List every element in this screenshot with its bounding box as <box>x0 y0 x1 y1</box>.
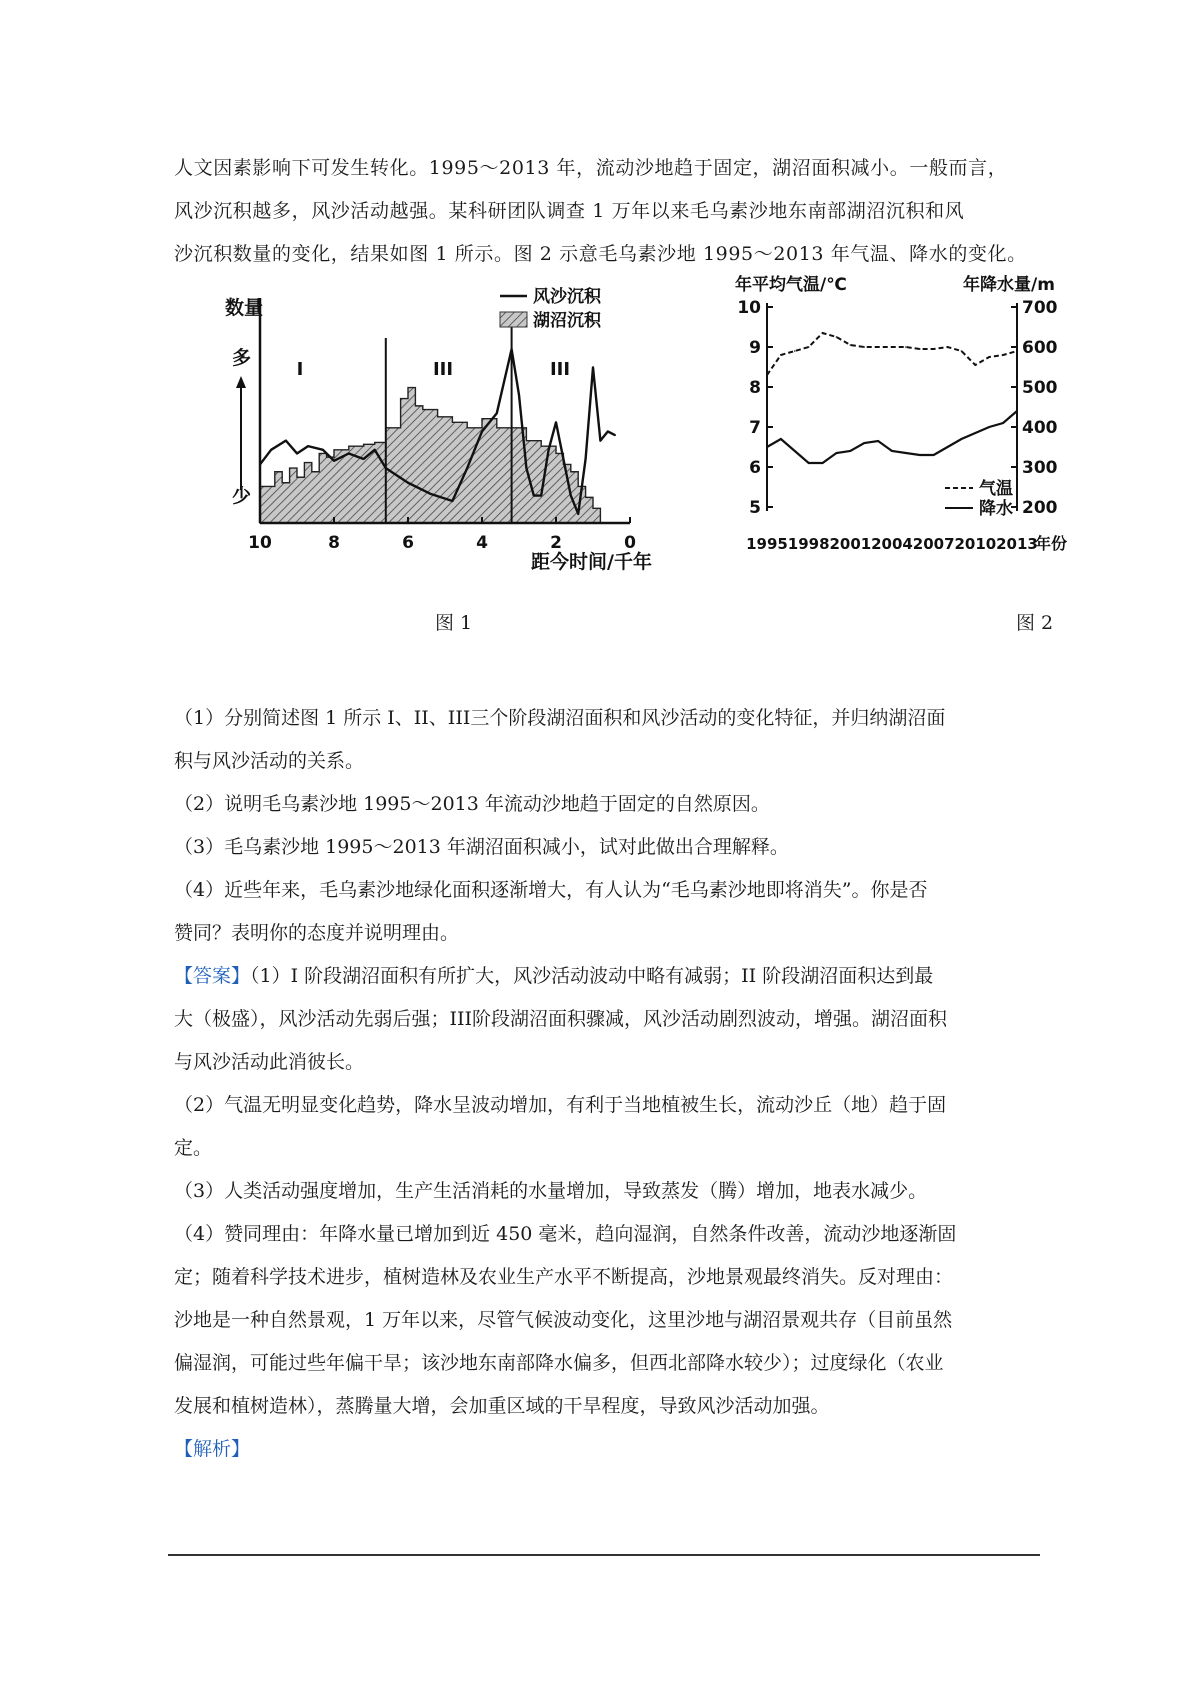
temperature-point <box>1016 350 1018 352</box>
figure-2-xlabel: 年份 <box>1035 534 1068 553</box>
precipitation-point <box>919 454 921 456</box>
precipitation-point <box>905 452 907 454</box>
precipitation-point <box>961 438 963 440</box>
aeolian-point <box>270 449 272 451</box>
figure-1 <box>215 280 685 630</box>
temperature-point <box>988 356 990 358</box>
answer-line-1 <box>174 955 1040 998</box>
aeolian-point <box>429 493 431 495</box>
figure-2-x-tick-label: 2013 <box>996 535 1038 553</box>
temperature-point <box>766 374 768 376</box>
aeolian-point <box>363 458 365 460</box>
figure-1-x-tick-label: 6 <box>402 533 414 553</box>
aeolian-point <box>374 449 376 451</box>
question-line-1: （1）分别简述图 1 所示 I、II、III三个阶段湖沼面积和风沙活动的变化特征，并归纳湖沼面 <box>174 707 946 729</box>
answer-line-8: 定；随着科学技术进步，植树造林及农业生产水平不断提高，沙地景观最终消失。反对理由： <box>174 1266 954 1288</box>
precipitation-point <box>1016 410 1018 412</box>
precipitation-point <box>877 440 879 442</box>
figure-2-x-tick-label: 1995 <box>746 535 788 553</box>
figure-2-series <box>766 332 1018 464</box>
aeolian-point <box>533 495 535 497</box>
figure-1-legend <box>500 286 602 331</box>
aeolian-point <box>322 449 324 451</box>
stage-labels <box>297 359 570 380</box>
temperature-point <box>808 346 810 348</box>
aeolian-point <box>600 440 602 442</box>
aeolian-point <box>452 500 454 502</box>
figure-1-ylabel: 数量 <box>225 297 264 319</box>
temperature-point <box>905 346 907 348</box>
aeolian-point <box>563 458 565 460</box>
precipitation-point <box>891 450 893 452</box>
intro-line-2: 风沙沉积越多，风沙活动越强。某科研团队调查 1 万年以来毛乌素沙地东南部湖沼沉积和风 <box>174 200 965 222</box>
figure-2-legend <box>945 478 1013 519</box>
temperature-line <box>767 333 1017 375</box>
precipitation-point <box>850 450 852 452</box>
temperature-point <box>975 364 977 366</box>
answer-line-4: （2）气温无明显变化趋势，降水呈波动增加，有利于当地植被生长，流动沙丘（地）趋于固 <box>174 1094 947 1116</box>
aeolian-point <box>296 453 298 455</box>
figure-2-left-tick-label: 9 <box>749 338 761 358</box>
footer-rule <box>168 1554 1040 1556</box>
figure-2-x-tick-label: 2010 <box>954 535 997 553</box>
temperature-point <box>947 346 949 348</box>
lake-deposit-steps <box>260 388 600 523</box>
figure-2-x-tick-label: 1998 <box>787 535 830 553</box>
aeolian-point <box>614 434 616 436</box>
intro-paragraph <box>174 147 1040 276</box>
aeolian-point <box>548 449 550 451</box>
temperature-point <box>1002 354 1004 356</box>
aeolian-point <box>285 440 287 442</box>
aeolian-point <box>592 367 594 369</box>
aeolian-point <box>607 431 609 433</box>
question-line-6: 赞同？表明你的态度并说明理由。 <box>174 922 460 944</box>
temperature-point <box>961 350 963 352</box>
figure-1-more-label: 多 <box>232 347 252 369</box>
figure-2-left-tick-label: 10 <box>737 298 761 318</box>
figure-1-caption: 图 1 <box>435 612 473 634</box>
intro-line-1: 人文因素影响下可发生转化。1995～2013 年，流动沙地趋于固定，湖沼面积减小。一般而言， <box>174 157 1008 179</box>
aeolian-point <box>348 453 350 455</box>
temperature-point <box>850 344 852 346</box>
answer-line-6: （3）人类活动强度增加，生产生活消耗的水量增加，导致蒸发（腾）增加，地表水减少。 <box>174 1180 928 1202</box>
figure-2 <box>735 265 1175 565</box>
answer-tag: 【答案】 <box>174 965 251 987</box>
aeolian-point <box>585 458 587 460</box>
figure-2-ylabel-right: 年降水量/m <box>963 275 1055 295</box>
figure-1-x-tick-label: 0 <box>624 533 636 553</box>
temperature-point <box>822 332 824 334</box>
precipitation-point <box>947 446 949 448</box>
analysis-tag: 【解析】 <box>174 1438 251 1460</box>
precipitation-point <box>766 446 768 448</box>
temperature-point <box>863 346 865 348</box>
aeolian-point <box>526 467 528 469</box>
figure-2-left-tick-label: 8 <box>749 378 761 398</box>
stage-label: I <box>296 359 304 380</box>
precipitation-point <box>780 438 782 440</box>
lake-deposit-area <box>260 388 600 523</box>
question-line-4: （3）毛乌素沙地 1995～2013 年湖沼面积减小，试对此做出合理解释。 <box>174 836 789 858</box>
questions-and-answers <box>174 697 1040 1471</box>
aeolian-point <box>407 482 409 484</box>
analysis-line <box>174 1428 1040 1471</box>
figure-2-right-tick-label: 600 <box>1022 338 1058 358</box>
question-line-3: （2）说明毛乌素沙地 1995～2013 年流动沙地趋于固定的自然原因。 <box>174 793 770 815</box>
figure-2-right-tick-label: 400 <box>1022 418 1058 438</box>
aeolian-point <box>466 467 468 469</box>
answer-line-2: 大（极盛），风沙活动先弱后强；III阶段湖沼面积骤减，风沙活动剧烈波动，增强。湖沼面积 <box>174 1008 948 1030</box>
figure-2-chart <box>735 265 1175 565</box>
legend-temperature-label: 气温 <box>979 479 1013 499</box>
aeolian-point <box>481 431 483 433</box>
answer-line-5: 定。 <box>174 1137 213 1159</box>
arrow-head-icon <box>236 376 246 388</box>
legend-precipitation-label: 降水 <box>979 499 1013 519</box>
figure-1-chart <box>215 280 685 630</box>
answer-line-10: 偏湿润，可能过些年偏干旱；该沙地东南部降水偏多，但西北部降水较少）；过度绿化（农业 <box>174 1352 944 1374</box>
figure-2-x-tick-label: 2001 <box>829 535 872 553</box>
question-line-2: 积与风沙活动的关系。 <box>174 750 365 772</box>
figure-2-right-tick-label: 200 <box>1022 498 1058 518</box>
legend-aeolian-label: 风沙沉积 <box>533 287 601 307</box>
stage-label: III <box>549 359 571 380</box>
temperature-point <box>933 348 935 350</box>
aeolian-point <box>570 495 572 497</box>
question-line-5: （4）近些年来，毛乌素沙地绿化面积逐渐增大，有人认为“毛乌素沙地即将消失”。你是否 <box>174 879 928 901</box>
figure-2-left-tick-label: 5 <box>749 498 761 518</box>
temperature-point <box>919 348 921 350</box>
aeolian-point <box>555 422 557 424</box>
aeolian-point <box>577 513 579 515</box>
figure-2-x-tick-label: 2007 <box>912 535 955 553</box>
aeolian-point <box>518 394 520 396</box>
figure-2-ylabel-left: 年平均气温/℃ <box>735 275 847 295</box>
temperature-point <box>794 350 796 352</box>
answer-text-1: （1）I 阶段湖沼面积有所扩大，风沙活动波动中略有减弱；II 阶段湖沼面积达到最 <box>250 965 934 987</box>
answer-line-7: （4）赞同理由：年降水量已增加到近 450 毫米，趋向湿润，自然条件改善，流动沙地逐渐固 <box>174 1223 957 1245</box>
figure-2-left-tick-label: 7 <box>749 418 761 438</box>
precipitation-point <box>822 462 824 464</box>
precipitation-line <box>767 411 1017 463</box>
legend-lake-label: 湖沼沉积 <box>533 311 601 331</box>
precipitation-point <box>808 462 810 464</box>
figure-1-x-tick-label: 2 <box>550 533 562 553</box>
precipitation-point <box>1002 422 1004 424</box>
figure-2-left-tick-label: 6 <box>749 458 761 478</box>
aeolian-point <box>307 445 309 447</box>
figure-2-caption: 图 2 <box>1016 612 1054 634</box>
aeolian-point <box>496 412 498 414</box>
figure-1-less-label: 少 <box>232 485 252 507</box>
figure-2-right-tick-label: 700 <box>1022 298 1058 318</box>
figure-1-x-tick-label: 10 <box>248 533 272 553</box>
precipitation-point <box>794 450 796 452</box>
aeolian-point <box>540 495 542 497</box>
answer-line-3: 与风沙活动此消彼长。 <box>174 1051 365 1073</box>
precipitation-point <box>836 452 838 454</box>
stage-label: III <box>432 359 454 380</box>
temperature-point <box>877 346 879 348</box>
figure-1-xlabel: 距今时间/千年 <box>531 551 652 573</box>
temperature-point <box>891 346 893 348</box>
precipitation-point <box>988 426 990 428</box>
temperature-point <box>836 336 838 338</box>
precipitation-point <box>975 432 977 434</box>
precipitation-point <box>933 454 935 456</box>
legend-lake-swatch <box>500 312 527 327</box>
figure-2-right-tick-label: 500 <box>1022 378 1058 398</box>
answer-line-9: 沙地是一种自然景观，1 万年以来，尽管气候波动变化，这里沙地与湖沼景观共存（目前虽然 <box>174 1309 953 1331</box>
temperature-point <box>780 354 782 356</box>
aeolian-point <box>333 460 335 462</box>
figure-2-x-tick-label: 2004 <box>871 535 913 553</box>
figure-1-x-tick-label: 4 <box>476 533 488 553</box>
figure-2-right-tick-label: 300 <box>1022 458 1058 478</box>
intro-line-3: 沙沉积数量的变化，结果如图 1 所示。图 2 示意毛乌素沙地 1995～2013 年气温、降水的变化。 <box>174 243 1027 265</box>
answer-line-11: 发展和植树造林），蒸腾量大增，会加重区域的干旱程度，导致风沙活动加强。 <box>174 1395 830 1417</box>
precipitation-point <box>863 442 865 444</box>
figure-1-x-tick-label: 8 <box>328 533 340 553</box>
